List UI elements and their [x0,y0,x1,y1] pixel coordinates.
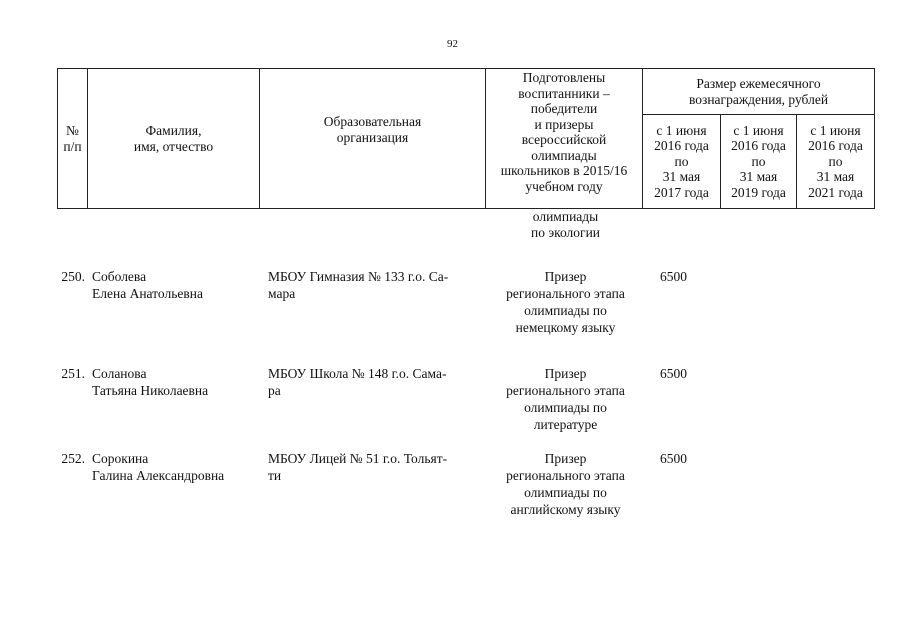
reward-amount: 6500 [660,269,687,284]
reward-amount: 6500 [660,451,687,466]
period-line: 31 мая [816,169,855,185]
period-line: по [674,153,689,169]
person-name [92,450,262,484]
note-line: регионального этапа [506,468,625,483]
header-prepared-line: победители [530,101,598,116]
name-line: Соболева [92,269,147,284]
organization [268,365,483,399]
header-reward [643,69,875,115]
period-line: 2016 года [808,138,863,154]
note-line: Призер [544,269,587,284]
person-name [92,365,262,399]
header-number-line: п/п [63,138,82,154]
period-line: по [751,153,766,169]
note-line: регионального этапа [506,383,625,398]
org-line: ра [268,383,281,398]
name-line: Соланова [92,366,147,381]
period-line: 2021 года [808,184,863,200]
name-line: Елена Анатольевна [92,286,203,301]
header-prepared-line: школьников в 2015/16 [500,163,628,178]
note-line: английскому языку [510,502,621,517]
page-number: 92 [447,38,458,50]
org-line: ти [268,468,282,483]
reward-amount: 6500 [660,366,687,381]
header-prepared-line: всероссийской [521,132,607,147]
org-line: мара [268,286,296,301]
period-line: 2017 года [654,184,709,200]
org-line: МБОУ Гимназия № 133 г.о. Са- [268,269,449,284]
achievement [487,450,644,518]
org-line: МБОУ Школа № 148 г.о. Сама- [268,366,447,381]
header-prepared-line: Подготовлены [522,70,606,85]
header-org-line: Образовательная [323,114,422,129]
header-name-line: Фамилия, [145,123,202,138]
note-line: олимпиады по [524,485,607,500]
header-name-line: имя, отчество [133,138,214,154]
header-prepared-line: учебном году [525,178,603,194]
period-line: 31 мая [739,169,778,185]
header-reward-line: вознаграждения, рублей [688,91,829,107]
header-organization [260,69,486,209]
organization [268,450,483,484]
period-line: 2016 года [731,138,786,154]
note-line: Призер [544,451,587,466]
header-prepared [486,69,643,209]
name-line: Сорокина [92,451,149,466]
header-prepared-line: воспитанники – [518,85,610,101]
header-prepared-overflow [487,209,644,240]
organization [268,268,483,302]
period-line: с 1 июня [810,122,861,138]
achievement [487,365,644,433]
org-line: МБОУ Лицей № 51 г.о. Тольят- [268,451,448,466]
header-reward-line: Размер ежемесячного [696,76,821,91]
header-period-2019 [721,115,797,209]
period-line: с 1 июня [656,122,707,138]
row-number: 252. [61,451,85,466]
header-period-2017 [643,115,721,209]
period-line: по [828,153,843,169]
note-line: регионального этапа [506,286,625,301]
name-line: Татьяна Николаевна [92,383,209,398]
header-org-line: организация [336,129,409,145]
note-line: литературе [533,417,598,432]
row-number: 250. [61,269,85,284]
overflow-line: по экологии [530,224,601,240]
overflow-line: олимпиады [532,209,599,224]
achievement [487,268,644,336]
note-line: Призер [544,366,587,381]
person-name [92,268,262,302]
header-number [58,69,88,209]
period-line: 2016 года [654,138,709,154]
name-line: Галина Александровна [92,468,225,483]
period-line: с 1 июня [733,122,784,138]
period-line: 31 мая [662,169,701,185]
header-period-2021 [797,115,875,209]
header-table [57,68,875,209]
header-name [88,69,260,209]
note-line: олимпиады по [524,303,607,318]
header-prepared-line: и призеры [534,116,594,132]
header-prepared-line: олимпиады [531,147,597,163]
note-line: немецкому языку [515,320,616,335]
period-line: 2019 года [731,184,786,200]
row-number: 251. [61,366,85,381]
note-line: олимпиады по [524,400,607,415]
header-number-line: № [66,123,79,138]
